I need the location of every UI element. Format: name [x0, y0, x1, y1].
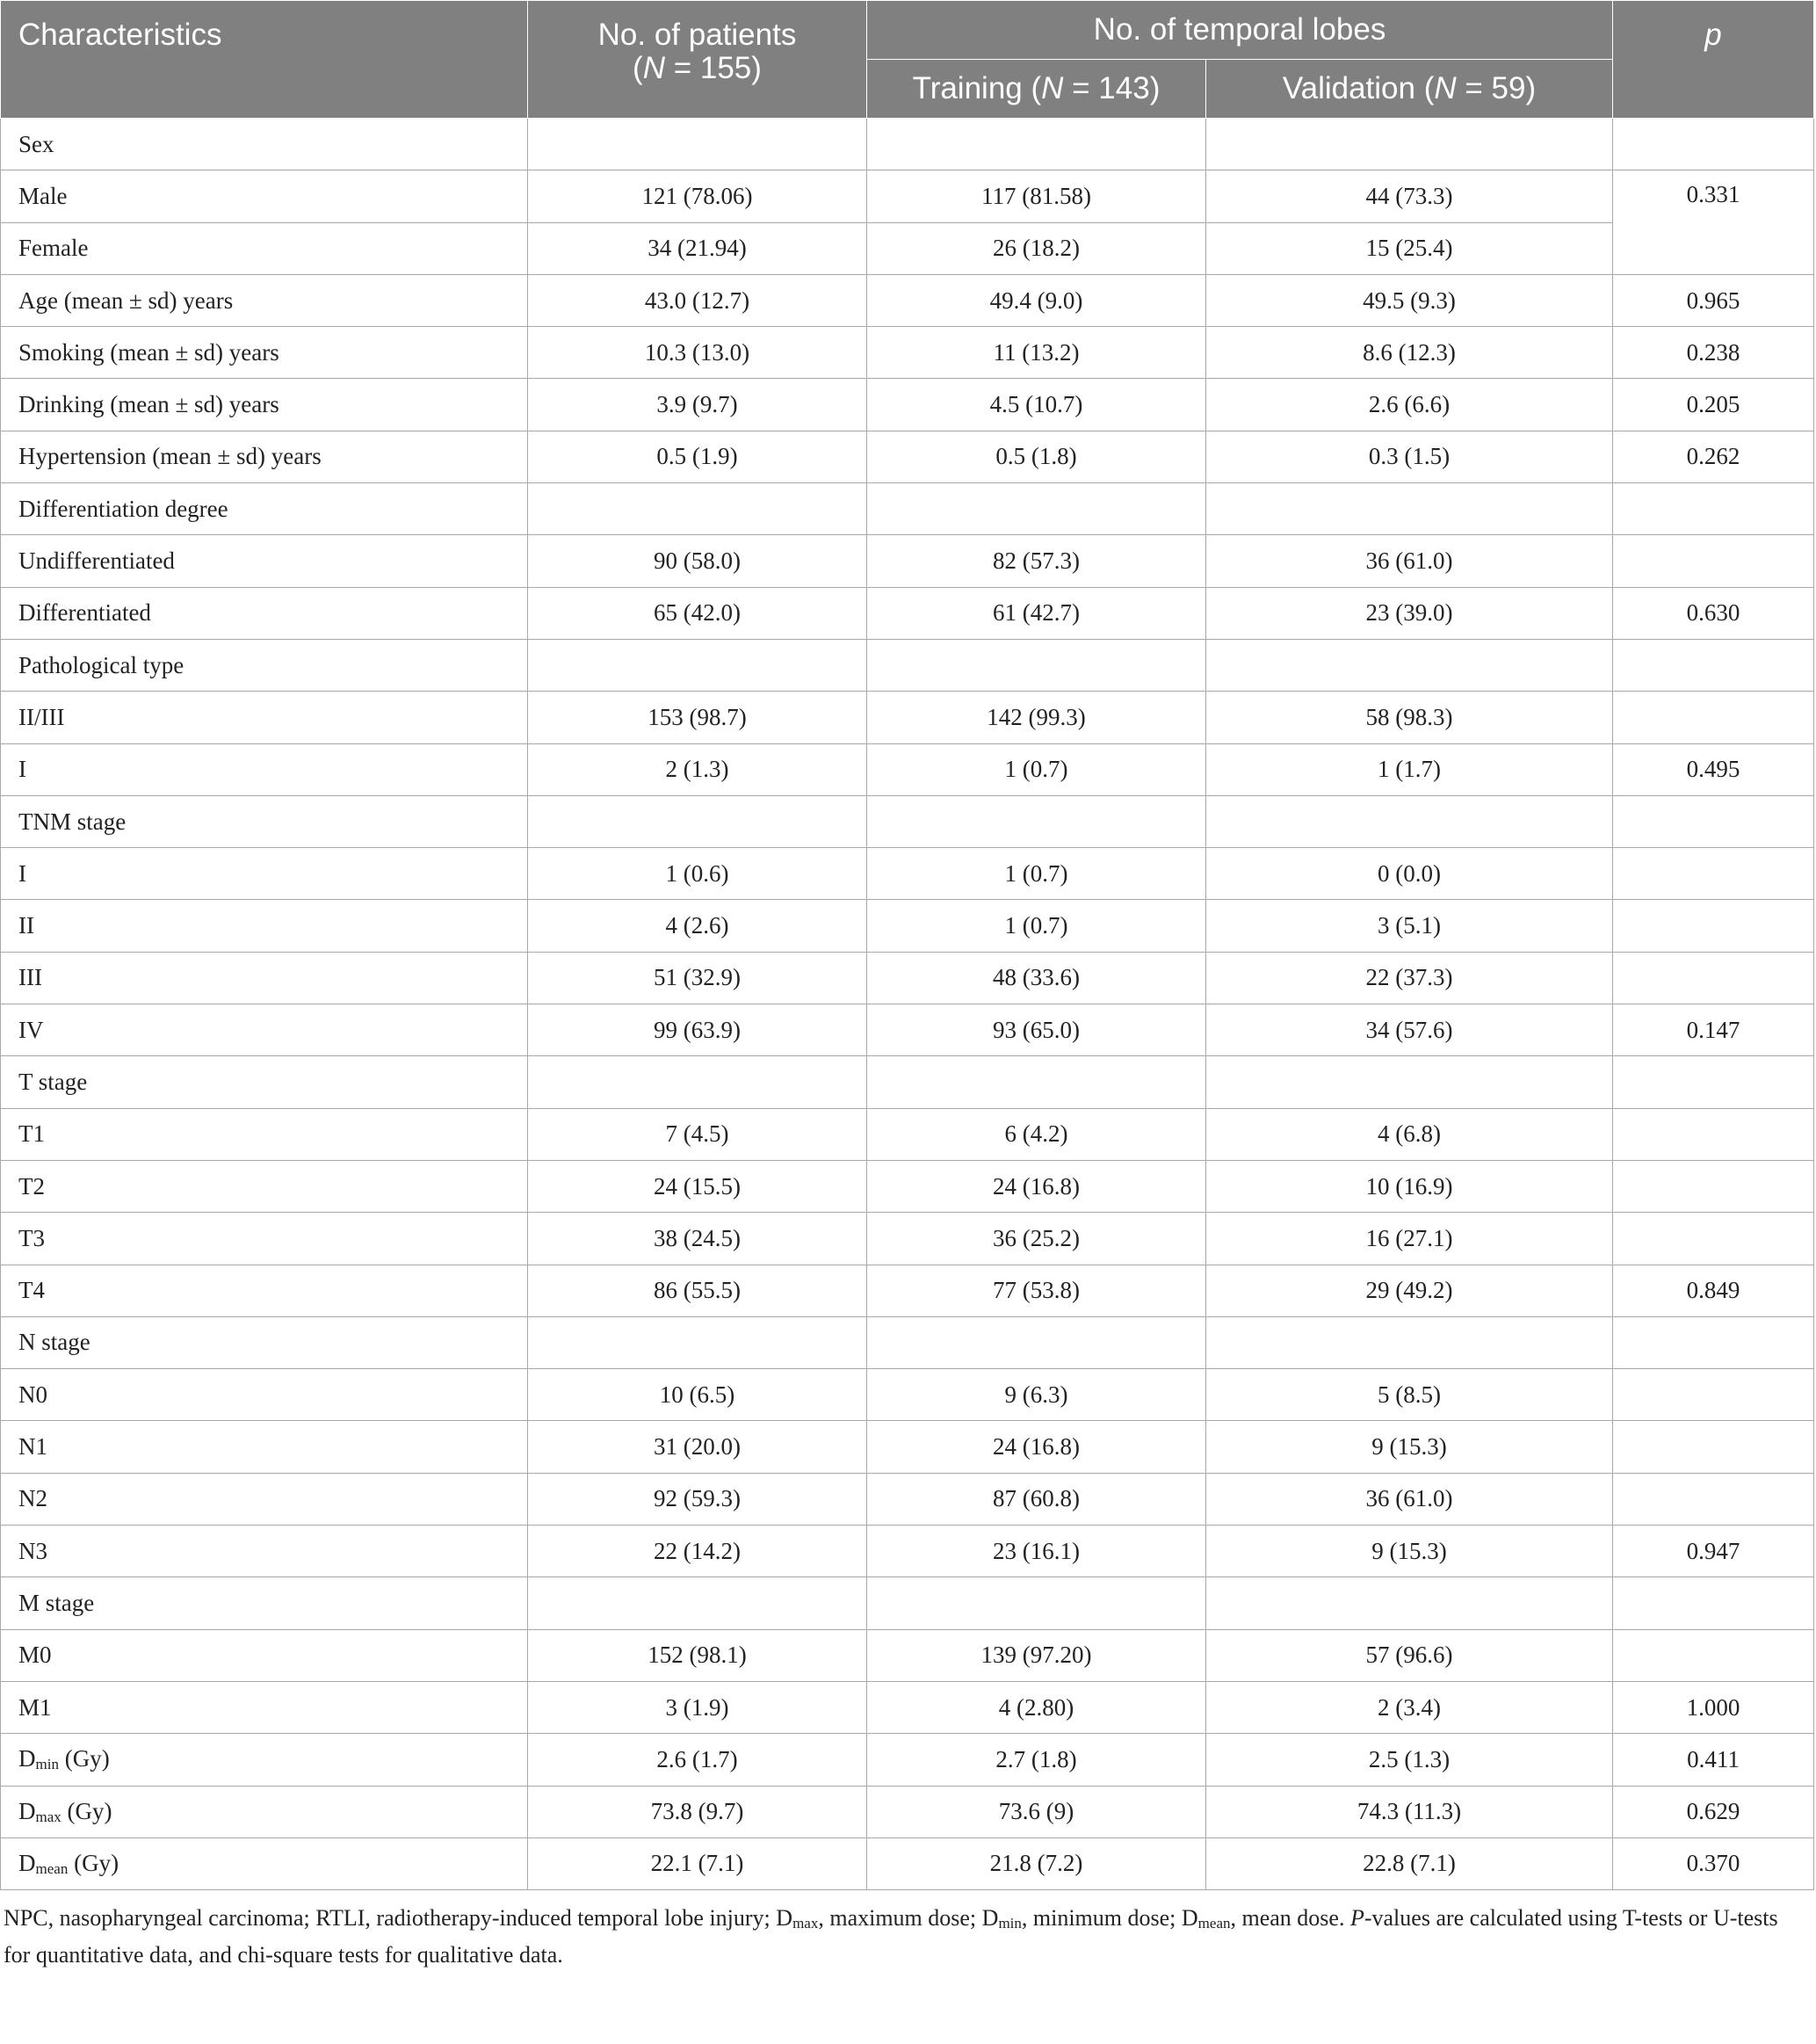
cell-p-value: 0.370	[1613, 1837, 1814, 1889]
cell-validation: 9 (15.3)	[1206, 1526, 1613, 1577]
table-row	[1, 1526, 1814, 1577]
cell-p-value: 1.000	[1613, 1681, 1814, 1733]
cell-training: 2.7 (1.8)	[867, 1734, 1206, 1786]
table-row	[1, 1734, 1814, 1786]
table-row	[1, 1681, 1814, 1733]
cell-p-value	[1613, 1421, 1814, 1473]
row-label: II/III	[1, 692, 528, 743]
cell-p-value: 0.205	[1613, 379, 1814, 431]
table-row	[1, 327, 1814, 379]
cell-training: 49.4 (9.0)	[867, 274, 1206, 326]
table-row	[1, 1265, 1814, 1316]
cell-patients: 2 (1.3)	[528, 743, 867, 795]
row-label: I	[1, 848, 528, 900]
cell-patients: 152 (98.1)	[528, 1629, 867, 1681]
cell-patients	[528, 1056, 867, 1108]
cell-training	[867, 1056, 1206, 1108]
cell-validation	[1206, 119, 1613, 170]
cell-patients: 0.5 (1.9)	[528, 431, 867, 482]
table-header	[1, 1, 1814, 119]
cell-p-value: 0.629	[1613, 1786, 1814, 1837]
row-label: Dmax (Gy)	[1, 1786, 528, 1837]
cell-patients: 51 (32.9)	[528, 952, 867, 1004]
cell-patients: 38 (24.5)	[528, 1213, 867, 1265]
cell-training: 48 (33.6)	[867, 952, 1206, 1004]
row-label: T3	[1, 1213, 528, 1265]
cell-patients: 22.1 (7.1)	[528, 1837, 867, 1889]
cell-validation: 10 (16.9)	[1206, 1160, 1613, 1212]
row-label: III	[1, 952, 528, 1004]
cell-patients	[528, 483, 867, 535]
cell-patients: 3.9 (9.7)	[528, 379, 867, 431]
table-row	[1, 119, 1814, 170]
cell-training: 11 (13.2)	[867, 327, 1206, 379]
row-label: M0	[1, 1629, 528, 1681]
cell-training: 26 (18.2)	[867, 222, 1206, 274]
row-label: T4	[1, 1265, 528, 1316]
table-row	[1, 1056, 1814, 1108]
row-label: Drinking (mean ± sd) years	[1, 379, 528, 431]
row-label: Differentiated	[1, 587, 528, 639]
table-row	[1, 639, 1814, 691]
cell-training: 77 (53.8)	[867, 1265, 1206, 1316]
row-label: Undifferentiated	[1, 535, 528, 587]
cell-training: 1 (0.7)	[867, 848, 1206, 900]
table-body	[1, 119, 1814, 1890]
cell-patients: 2.6 (1.7)	[528, 1734, 867, 1786]
table-row	[1, 274, 1814, 326]
table-row	[1, 1108, 1814, 1160]
cell-p-value: 0.947	[1613, 1526, 1814, 1577]
cell-validation	[1206, 1577, 1613, 1629]
cell-validation: 22.8 (7.1)	[1206, 1837, 1613, 1889]
cell-p-value: 0.965	[1613, 274, 1814, 326]
cell-validation: 44 (73.3)	[1206, 170, 1613, 222]
table-row	[1, 1473, 1814, 1525]
cell-p-value	[1613, 119, 1814, 170]
table-footnote: NPC, nasopharyngeal carcinoma; RTLI, radiotherapy-induced temporal lobe injury; Dmax, maximum dose; Dmin, minimum dose; Dmean, mean dose. P-values are calculated using T-tests or U-tests for quantitative data, and chi-square tests for qualitative data.	[4, 1905, 1778, 1968]
cell-training: 23 (16.1)	[867, 1526, 1206, 1577]
cell-patients: 22 (14.2)	[528, 1526, 867, 1577]
cell-validation: 22 (37.3)	[1206, 952, 1613, 1004]
row-label: Dmean (Gy)	[1, 1837, 528, 1889]
cell-validation: 23 (39.0)	[1206, 587, 1613, 639]
cell-p-value	[1613, 1473, 1814, 1525]
cell-training: 73.6 (9)	[867, 1786, 1206, 1837]
cell-validation: 0 (0.0)	[1206, 848, 1613, 900]
row-label: I	[1, 743, 528, 795]
cell-training: 21.8 (7.2)	[867, 1837, 1206, 1889]
cell-training: 117 (81.58)	[867, 170, 1206, 222]
row-label: Differentiation degree	[1, 483, 528, 535]
cell-training: 1 (0.7)	[867, 900, 1206, 952]
cell-p-value	[1613, 1056, 1814, 1108]
row-label: TNM stage	[1, 795, 528, 847]
table-row	[1, 1316, 1814, 1368]
row-label: N1	[1, 1421, 528, 1473]
cell-validation: 4 (6.8)	[1206, 1108, 1613, 1160]
cell-validation: 36 (61.0)	[1206, 535, 1613, 587]
table-row	[1, 535, 1814, 587]
table-row	[1, 900, 1814, 952]
table-row	[1, 170, 1814, 222]
cell-validation: 15 (25.4)	[1206, 222, 1613, 274]
cell-p-value	[1613, 535, 1814, 587]
header-temporal-lobes: No. of temporal lobes	[867, 1, 1613, 60]
cell-validation: 36 (61.0)	[1206, 1473, 1613, 1525]
cell-validation: 9 (15.3)	[1206, 1421, 1613, 1473]
cell-patients: 43.0 (12.7)	[528, 274, 867, 326]
cell-training: 142 (99.3)	[867, 692, 1206, 743]
cell-validation: 16 (27.1)	[1206, 1213, 1613, 1265]
cell-patients: 34 (21.94)	[528, 222, 867, 274]
cell-training: 61 (42.7)	[867, 587, 1206, 639]
cell-validation: 8.6 (12.3)	[1206, 327, 1613, 379]
cell-patients	[528, 639, 867, 691]
row-label: M stage	[1, 1577, 528, 1629]
cell-patients	[528, 1577, 867, 1629]
row-label: Dmin (Gy)	[1, 1734, 528, 1786]
cell-validation	[1206, 483, 1613, 535]
cell-patients: 10 (6.5)	[528, 1369, 867, 1421]
cell-patients: 90 (58.0)	[528, 535, 867, 587]
cell-validation: 57 (96.6)	[1206, 1629, 1613, 1681]
table-row	[1, 1160, 1814, 1212]
cell-training: 24 (16.8)	[867, 1160, 1206, 1212]
cell-patients: 99 (63.9)	[528, 1004, 867, 1056]
cell-validation: 29 (49.2)	[1206, 1265, 1613, 1316]
cell-training: 9 (6.3)	[867, 1369, 1206, 1421]
cell-training: 82 (57.3)	[867, 535, 1206, 587]
cell-p-value: 0.147	[1613, 1004, 1814, 1056]
cell-p-value	[1613, 1629, 1814, 1681]
cell-patients: 10.3 (13.0)	[528, 327, 867, 379]
row-label: N3	[1, 1526, 528, 1577]
cell-p-value: 0.331	[1613, 170, 1814, 275]
cell-training: 36 (25.2)	[867, 1213, 1206, 1265]
cell-training	[867, 119, 1206, 170]
cell-training: 1 (0.7)	[867, 743, 1206, 795]
cell-patients: 86 (55.5)	[528, 1265, 867, 1316]
table-row	[1, 692, 1814, 743]
row-label: Female	[1, 222, 528, 274]
cell-training	[867, 639, 1206, 691]
table-row	[1, 795, 1814, 847]
cell-validation: 2 (3.4)	[1206, 1681, 1613, 1733]
cell-p-value	[1613, 900, 1814, 952]
row-label: Pathological type	[1, 639, 528, 691]
cell-training: 0.5 (1.8)	[867, 431, 1206, 482]
row-label: N0	[1, 1369, 528, 1421]
cell-validation: 0.3 (1.5)	[1206, 431, 1613, 482]
cell-patients	[528, 1316, 867, 1368]
cell-validation	[1206, 795, 1613, 847]
cell-patients	[528, 795, 867, 847]
cell-training	[867, 795, 1206, 847]
cell-training: 139 (97.20)	[867, 1629, 1206, 1681]
row-label: M1	[1, 1681, 528, 1733]
table-row	[1, 1786, 1814, 1837]
cell-patients: 4 (2.6)	[528, 900, 867, 952]
cell-patients: 31 (20.0)	[528, 1421, 867, 1473]
cell-p-value	[1613, 1213, 1814, 1265]
table-row	[1, 1837, 1814, 1889]
table-row	[1, 743, 1814, 795]
cell-validation: 1 (1.7)	[1206, 743, 1613, 795]
cell-p-value	[1613, 1160, 1814, 1212]
cell-patients	[528, 119, 867, 170]
row-label: Hypertension (mean ± sd) years	[1, 431, 528, 482]
header-training: Training (N = 143)	[867, 60, 1206, 119]
cell-validation: 2.6 (6.6)	[1206, 379, 1613, 431]
row-label: T2	[1, 1160, 528, 1212]
table-row	[1, 222, 1814, 274]
row-label: N stage	[1, 1316, 528, 1368]
cell-p-value: 0.849	[1613, 1265, 1814, 1316]
cell-training: 6 (4.2)	[867, 1108, 1206, 1160]
cell-training	[867, 1577, 1206, 1629]
row-label: IV	[1, 1004, 528, 1056]
cell-validation: 49.5 (9.3)	[1206, 274, 1613, 326]
cell-training	[867, 1316, 1206, 1368]
cell-patients: 153 (98.7)	[528, 692, 867, 743]
cell-patients: 121 (78.06)	[528, 170, 867, 222]
row-label: II	[1, 900, 528, 952]
table-row	[1, 431, 1814, 482]
cell-p-value: 0.495	[1613, 743, 1814, 795]
cell-patients: 92 (59.3)	[528, 1473, 867, 1525]
cell-validation: 5 (8.5)	[1206, 1369, 1613, 1421]
cell-training: 4 (2.80)	[867, 1681, 1206, 1733]
cell-validation: 34 (57.6)	[1206, 1004, 1613, 1056]
row-label: Sex	[1, 119, 528, 170]
row-label: Smoking (mean ± sd) years	[1, 327, 528, 379]
table-row	[1, 1577, 1814, 1629]
cell-p-value	[1613, 483, 1814, 535]
row-label: Age (mean ± sd) years	[1, 274, 528, 326]
cell-patients: 65 (42.0)	[528, 587, 867, 639]
cell-validation	[1206, 1056, 1613, 1108]
cell-patients: 3 (1.9)	[528, 1681, 867, 1733]
table-row	[1, 952, 1814, 1004]
header-p: p	[1613, 1, 1814, 119]
cell-patients: 73.8 (9.7)	[528, 1786, 867, 1837]
cell-training: 24 (16.8)	[867, 1421, 1206, 1473]
cell-p-value	[1613, 1577, 1814, 1629]
row-label: Male	[1, 170, 528, 222]
cell-training: 93 (65.0)	[867, 1004, 1206, 1056]
cell-validation: 2.5 (1.3)	[1206, 1734, 1613, 1786]
table-row	[1, 848, 1814, 900]
table-row	[1, 379, 1814, 431]
table-row	[1, 483, 1814, 535]
table-row	[1, 1629, 1814, 1681]
header-validation: Validation (N = 59)	[1206, 60, 1613, 119]
cell-patients: 1 (0.6)	[528, 848, 867, 900]
header-characteristics: Characteristics	[1, 1, 528, 119]
cell-validation	[1206, 639, 1613, 691]
table-row	[1, 587, 1814, 639]
row-label: T1	[1, 1108, 528, 1160]
cell-training: 4.5 (10.7)	[867, 379, 1206, 431]
cell-validation: 58 (98.3)	[1206, 692, 1613, 743]
cell-p-value	[1613, 952, 1814, 1004]
cell-validation: 3 (5.1)	[1206, 900, 1613, 952]
cell-validation: 74.3 (11.3)	[1206, 1786, 1613, 1837]
cell-p-value: 0.238	[1613, 327, 1814, 379]
table-row	[1, 1369, 1814, 1421]
cell-training	[867, 483, 1206, 535]
cell-p-value: 0.630	[1613, 587, 1814, 639]
cell-p-value	[1613, 848, 1814, 900]
row-label: N2	[1, 1473, 528, 1525]
header-patients: No. of patients (N = 155)	[528, 1, 867, 119]
cell-patients: 7 (4.5)	[528, 1108, 867, 1160]
cell-p-value: 0.262	[1613, 431, 1814, 482]
cell-p-value	[1613, 795, 1814, 847]
cell-p-value	[1613, 639, 1814, 691]
cell-validation	[1206, 1316, 1613, 1368]
cell-p-value: 0.411	[1613, 1734, 1814, 1786]
table-row	[1, 1421, 1814, 1473]
row-label: T stage	[1, 1056, 528, 1108]
cell-training: 87 (60.8)	[867, 1473, 1206, 1525]
cell-p-value	[1613, 1369, 1814, 1421]
table-row	[1, 1004, 1814, 1056]
table-row	[1, 1213, 1814, 1265]
cell-p-value	[1613, 692, 1814, 743]
cell-p-value	[1613, 1108, 1814, 1160]
cell-patients: 24 (15.5)	[528, 1160, 867, 1212]
cell-p-value	[1613, 1316, 1814, 1368]
